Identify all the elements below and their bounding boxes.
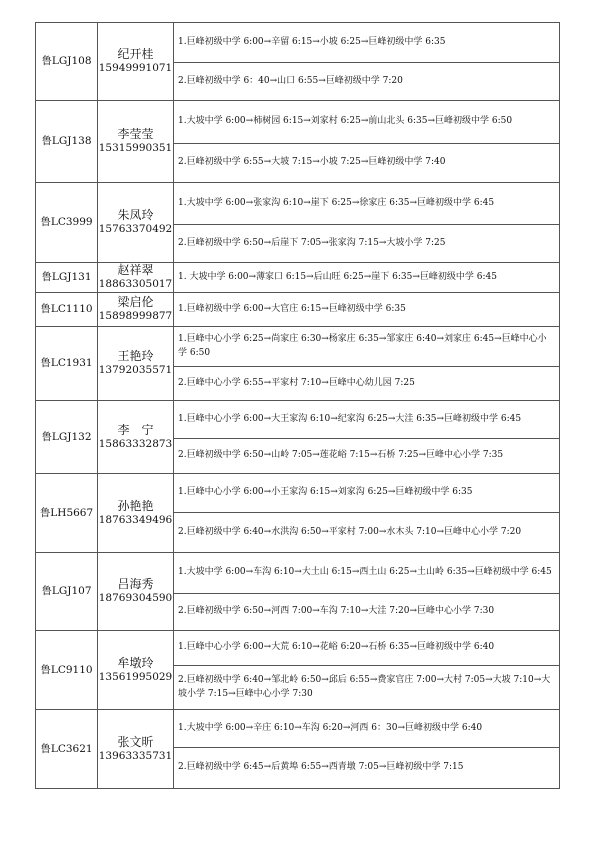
driver-name: 吕海秀: [117, 577, 154, 592]
table-row: [36, 293, 560, 327]
route-schedule: 2.巨峰初级中学 6:50→河西 7:00→车沟 7:10→大洼 7:20→巨峰中心小学 7:30: [174, 594, 560, 631]
plate-number: 鲁LGJ138: [36, 101, 98, 183]
driver-cell: [98, 327, 174, 401]
driver-cell: [98, 401, 174, 474]
driver-phone: 13561995029: [98, 670, 173, 683]
route-schedule: 2.巨峰初级中学 6:45→后黄埠 6:55→西青墩 7:05→巨峰初级中学 7:15: [174, 748, 560, 789]
table-row: [36, 101, 560, 144]
plate-number: 鲁LC9110: [36, 631, 98, 710]
driver-name: 王艳玲: [117, 349, 154, 364]
driver-name: 孙艳艳: [117, 498, 154, 513]
route-schedule: 1.巨峰初级中学 6:00→大官庄 6:15→巨峰初级中学 6:35: [174, 293, 560, 327]
driver-cell: [98, 474, 174, 553]
driver-name: 赵祥翠: [117, 263, 154, 278]
route-schedule: 1. 大坡中学 6:00→薄家口 6:15→后山旺 6:25→崖下 6:35→巨峰初级中学 6:45: [174, 263, 560, 293]
driver-name: 张文昕: [117, 734, 154, 749]
route-schedule: 2.巨峰初级中学 6:40→水洪沟 6:50→平家村 7:00→水木头 7:10→巨峰中心小学 7:20: [174, 513, 560, 553]
plate-number: 鲁LH5667: [36, 474, 98, 553]
driver-phone: 13963335731: [98, 749, 173, 762]
driver-name: 朱凤玲: [117, 208, 154, 223]
driver-name: 梁启伦: [117, 295, 154, 310]
route-schedule: 2.巨峰初级中学 6:50→后崖下 7:05→张家沟 7:15→大坡小学 7:25: [174, 225, 560, 263]
route-schedule: 2.巨峰初级中学 6:40→邹北岭 6:50→邱后 6:55→费家官庄 7:00→大村 7:05→大坡 7:10→大坡小学 7:15→巨峰中心小学 7:30: [174, 666, 560, 710]
driver-phone: 15315990351: [98, 142, 173, 155]
driver-cell: [98, 263, 174, 293]
plate-number: 鲁LC1110: [36, 293, 98, 327]
driver-cell: [98, 23, 174, 101]
route-schedule: 2.巨峰中心小学 6:55→平家村 7:10→巨峰中心幼儿园 7:25: [174, 367, 560, 401]
table-row: [36, 631, 560, 666]
route-schedule: 1.巨峰中心小学 6:25→尚家庄 6:30→杨家庄 6:35→邹家庄 6:40→刘家庄 6:45→巨峰中心小学 6:50: [174, 327, 560, 367]
driver-name: 李 宁: [117, 422, 154, 437]
driver-phone: 15863332873: [98, 437, 173, 450]
driver-cell: [98, 101, 174, 183]
plate-number: 鲁LGJ132: [36, 401, 98, 474]
table-body: [36, 23, 560, 789]
driver-phone: 15763370492: [98, 223, 173, 236]
route-schedule: 2.巨峰初级中学 6:50→山岭 7:05→莲花峪 7:15→石桥 7:25→巨峰中心小学 7:35: [174, 439, 560, 474]
driver-cell: [98, 631, 174, 710]
table-row: [36, 710, 560, 748]
driver-phone: 18769304590: [98, 592, 173, 605]
route-schedule: 1.巨峰中心小学 6:00→大荒 6:10→花峪 6:20→石桥 6:35→巨峰初级中学 6:40: [174, 631, 560, 666]
plate-number: 鲁LGJ131: [36, 263, 98, 293]
route-schedule: 1.大坡中学 6:00→车沟 6:10→大土山 6:15→西土山 6:25→土山岭 6:35→巨峰初级中学 6:45: [174, 553, 560, 594]
plate-number: 鲁LC3621: [36, 710, 98, 789]
driver-phone: 13792035571: [98, 364, 173, 377]
route-schedule: 1.大坡中学 6:00→辛庄 6:10→车沟 6:20→河西 6：30→巨峰初级中学 6:40: [174, 710, 560, 748]
route-schedule: 2.巨峰初级中学 6:55→大坡 7:15→小坡 7:25→巨峰初级中学 7:40: [174, 144, 560, 183]
driver-name: 李莹莹: [117, 127, 154, 142]
driver-name: 纪开桂: [117, 47, 154, 62]
table-row: [36, 183, 560, 225]
driver-cell: [98, 293, 174, 327]
plate-number: 鲁LGJ108: [36, 23, 98, 101]
driver-phone: 15898999877: [98, 310, 173, 323]
plate-number: 鲁LC3999: [36, 183, 98, 263]
route-schedule: 1.大坡中学 6:00→柿树园 6:15→刘家村 6:25→前山北头 6:35→巨峰初级中学 6:50: [174, 101, 560, 144]
bus-route-table: [35, 22, 560, 789]
route-schedule: 1.巨峰初级中学 6:00→辛留 6:15→小坡 6:25→巨峰初级中学 6:35: [174, 23, 560, 63]
driver-cell: [98, 183, 174, 263]
driver-phone: 18763349496: [98, 513, 173, 526]
driver-cell: [98, 710, 174, 789]
plate-number: 鲁LGJ107: [36, 553, 98, 631]
table-row: [36, 263, 560, 293]
table-row: [36, 474, 560, 513]
table-row: [36, 553, 560, 594]
route-schedule: 1.巨峰中心小学 6:00→大王家沟 6:10→纪家沟 6:25→大洼 6:35→巨峰初级中学 6:45: [174, 401, 560, 439]
plate-number: 鲁LC1931: [36, 327, 98, 401]
route-schedule: 2.巨峰初级中学 6：40→山口 6:55→巨峰初级中学 7:20: [174, 63, 560, 101]
driver-cell: [98, 553, 174, 631]
driver-phone: 15949991071: [98, 62, 173, 75]
route-schedule: 1.巨峰中心小学 6:00→小王家沟 6:15→刘家沟 6:25→巨峰初级中学 6:35: [174, 474, 560, 513]
table-row: [36, 23, 560, 63]
table-row: [36, 327, 560, 367]
table-row: [36, 401, 560, 439]
driver-phone: 18863305017: [98, 278, 173, 291]
route-schedule: 1.大坡中学 6:00→张家沟 6:10→崖下 6:25→徐家庄 6:35→巨峰初级中学 6:45: [174, 183, 560, 225]
driver-name: 牟墩玲: [117, 655, 154, 670]
